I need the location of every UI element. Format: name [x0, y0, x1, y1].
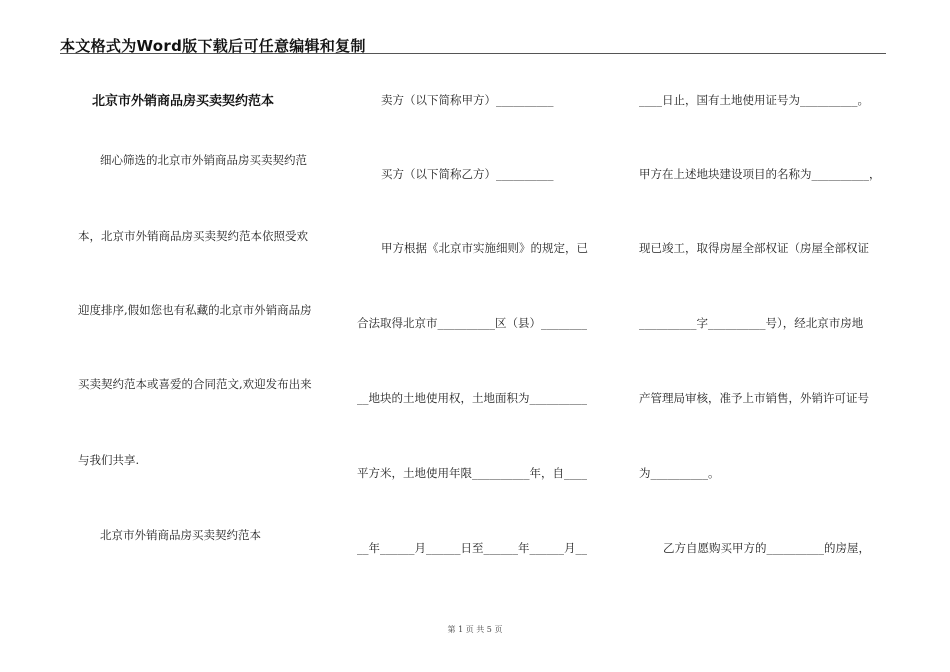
paragraph-line: 本，北京市外销商品房买卖契约范本依照受欢 — [78, 229, 308, 243]
header-divider — [60, 53, 886, 54]
paragraph-line: 甲方根据《北京市实施细则》的规定，已 — [381, 241, 588, 255]
paragraph-line: 现已竣工，取得房屋全部权证（房屋全部权证 — [639, 241, 869, 255]
paragraph-line: 合法取得北京市__________区（县）________ — [357, 316, 587, 330]
paragraph-line: __年______月______日至______年______月__ — [357, 541, 587, 555]
paragraph-line: 与我们共享. — [78, 453, 140, 467]
document-title: 北京市外销商品房买卖契约范本 — [92, 94, 275, 109]
paragraph-line: 产管理局审核，准予上市销售，外销许可证号 — [639, 391, 869, 405]
paragraph-line: 迎度排序,假如您也有私藏的北京市外销商品房 — [78, 303, 312, 317]
paragraph-line: 卖方（以下简称甲方）__________ — [381, 93, 554, 107]
paragraph-line: ____日止，国有土地使用证号为__________。 — [639, 93, 869, 107]
page-number: 第 1 页 共 5 页 — [447, 625, 503, 634]
document-header: 本文格式为Word版下载后可任意编辑和复制 — [60, 37, 366, 55]
paragraph-line: 买卖契约范本或喜爱的合同范文,欢迎发布出来 — [78, 377, 312, 391]
paragraph-line: 乙方自愿购买甲方的__________的房屋， — [663, 541, 870, 555]
paragraph-line: 细心筛选的北京市外销商品房买卖契约范 — [100, 153, 307, 167]
paragraph-line: __地块的土地使用权，土地面积为__________ — [357, 391, 587, 405]
paragraph-line: 北京市外销商品房买卖契约范本 — [100, 528, 261, 542]
paragraph-line: 买方（以下简称乙方）__________ — [381, 167, 554, 181]
paragraph-line: 甲方在上述地块建设项目的名称为__________， — [639, 167, 881, 181]
paragraph-line: 平方米，土地使用年限__________年，自____ — [357, 466, 587, 480]
paragraph-line: __________字__________号），经北京市房地 — [639, 316, 864, 330]
paragraph-line: 为__________。 — [639, 466, 720, 480]
